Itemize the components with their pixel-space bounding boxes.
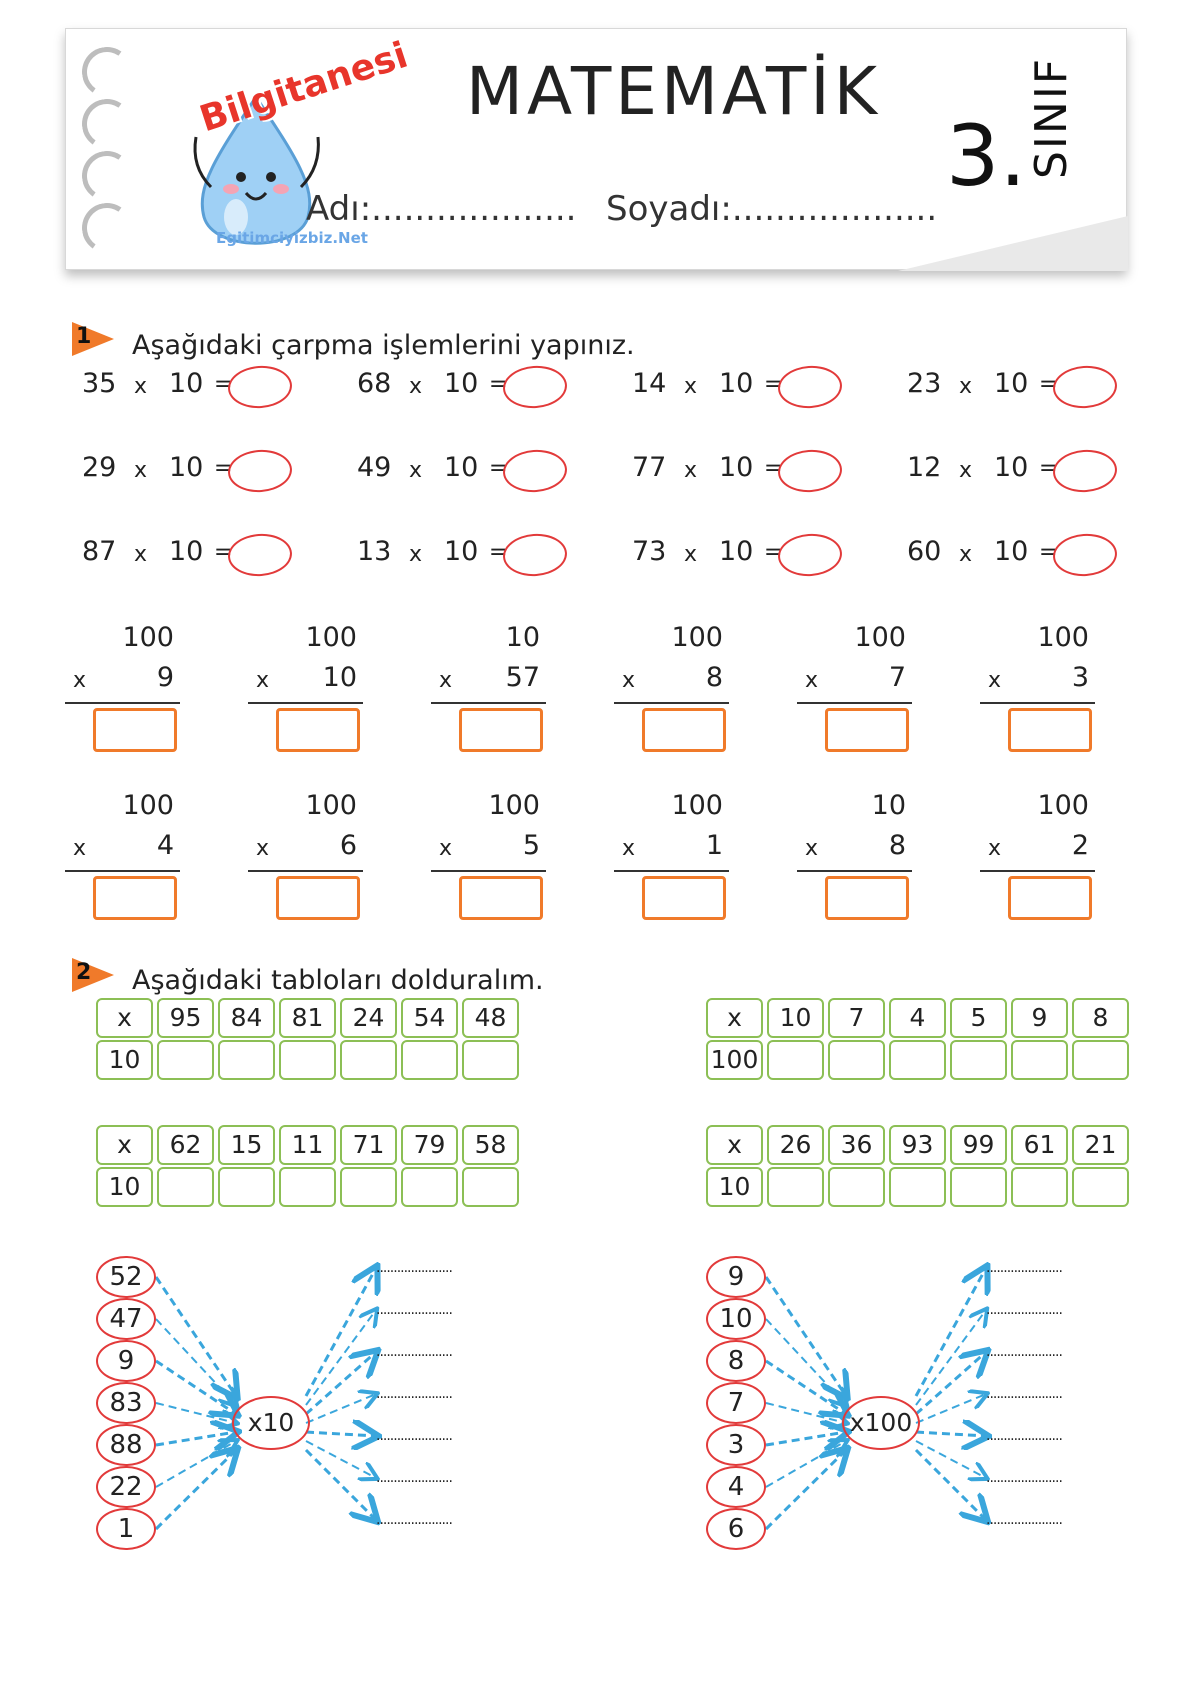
section-number: 2: [76, 960, 92, 985]
table-corner-cell: x: [706, 998, 763, 1038]
bottom-number: 4: [156, 830, 174, 861]
equation: [907, 452, 1137, 492]
table-answer-cell[interactable]: [1011, 1167, 1068, 1207]
answer-blank[interactable]: ......................: [376, 1428, 452, 1444]
answer-box[interactable]: [825, 708, 909, 752]
answer-box[interactable]: [93, 876, 177, 920]
times-sign: x: [256, 836, 270, 861]
table-answer-cell[interactable]: [889, 1167, 946, 1207]
operand-b: 10: [994, 536, 1029, 567]
number-circle: 9: [706, 1256, 766, 1298]
grade-label: SINIF: [1026, 56, 1077, 179]
table-header-cell: 21: [1072, 1125, 1129, 1165]
number-circle: 7: [706, 1382, 766, 1424]
times-sign: x: [988, 668, 1002, 693]
input-arrow: [156, 1361, 236, 1414]
table-header-cell: 99: [950, 1125, 1007, 1165]
binder-ring-icon: [78, 95, 136, 153]
bottom-number: 3: [1071, 662, 1089, 693]
section-1-instruction: Aşağıdaki çarpma işlemlerini yapınız.: [132, 330, 635, 361]
top-number: 100: [671, 622, 723, 653]
top-number: 100: [305, 622, 357, 653]
input-arrow: [766, 1432, 846, 1445]
top-number: 100: [1037, 622, 1089, 653]
table-answer-cell[interactable]: [401, 1167, 458, 1207]
answer-box[interactable]: [459, 708, 543, 752]
table-header-cell: 48: [462, 998, 519, 1038]
output-arrow: [916, 1432, 986, 1436]
result-line: [248, 702, 363, 704]
answer-blank[interactable]: ......................: [986, 1260, 1062, 1276]
table-header-cell: 24: [340, 998, 397, 1038]
output-arrow: [306, 1394, 376, 1423]
answer-box[interactable]: [93, 708, 177, 752]
table-header-cell: 36: [828, 1125, 885, 1165]
answer-blank[interactable]: ......................: [376, 1302, 452, 1318]
result-line: [431, 870, 546, 872]
operand-b: 10: [169, 368, 204, 399]
table-header-cell: 93: [889, 1125, 946, 1165]
input-arrow: [766, 1361, 846, 1414]
operand-b: 10: [444, 536, 479, 567]
equals-sign: =: [214, 372, 233, 397]
table-answer-cell[interactable]: [1011, 1040, 1068, 1080]
equals-sign: =: [489, 540, 508, 565]
answer-oval[interactable]: [502, 532, 569, 578]
table-multiplier-cell: 100: [706, 1040, 763, 1080]
table-header-cell: 71: [340, 1125, 397, 1165]
output-arrow: [306, 1310, 376, 1405]
equals-sign: =: [214, 456, 233, 481]
table-header-cell: 5: [950, 998, 1007, 1038]
equals-sign: =: [764, 540, 783, 565]
equation: [907, 368, 1137, 408]
output-arrow: [306, 1432, 376, 1436]
operand-a: 29: [82, 452, 117, 483]
top-number: 100: [854, 622, 906, 653]
number-circle: 52: [96, 1256, 156, 1298]
input-arrow: [766, 1319, 846, 1405]
result-line: [65, 702, 180, 704]
vertical-multiplication: [797, 790, 912, 920]
answer-oval[interactable]: [777, 448, 844, 494]
answer-blank[interactable]: ......................: [986, 1386, 1062, 1402]
operand-a: 49: [357, 452, 392, 483]
table-header-cell: 7: [828, 998, 885, 1038]
table-answer-cell[interactable]: [950, 1167, 1007, 1207]
table-header-cell: 61: [1011, 1125, 1068, 1165]
vertical-multiplication: [797, 622, 912, 752]
equals-sign: =: [1039, 456, 1058, 481]
operand-a: 35: [82, 368, 117, 399]
binder-ring-icon: [78, 199, 136, 257]
number-circle: 22: [96, 1466, 156, 1508]
answer-blank[interactable]: ......................: [376, 1344, 452, 1360]
operand-b: 10: [444, 452, 479, 483]
equation: [632, 536, 862, 576]
number-circle: 9: [96, 1340, 156, 1382]
output-arrow: [916, 1394, 986, 1423]
number-circle: 4: [706, 1466, 766, 1508]
number-circle: 83: [96, 1382, 156, 1424]
operand-b: 10: [444, 368, 479, 399]
operand-a: 12: [907, 452, 942, 483]
bottom-number: 9: [156, 662, 174, 693]
result-line: [248, 870, 363, 872]
table-corner-cell: x: [96, 998, 153, 1038]
times-sign: x: [256, 668, 270, 693]
times-sign: x: [134, 458, 148, 483]
result-line: [980, 870, 1095, 872]
answer-box[interactable]: [459, 876, 543, 920]
result-line: [614, 870, 729, 872]
table-header-cell: 26: [767, 1125, 824, 1165]
bottom-number: 1: [705, 830, 723, 861]
answer-oval[interactable]: [777, 532, 844, 578]
answer-box[interactable]: [276, 708, 360, 752]
table-header-cell: 62: [157, 1125, 214, 1165]
page-title: MATEMATİK: [466, 53, 882, 130]
vertical-multiplication: [614, 622, 729, 752]
output-arrow: [916, 1310, 986, 1405]
bottom-number: 8: [705, 662, 723, 693]
answer-blank[interactable]: ......................: [376, 1386, 452, 1402]
answer-blank[interactable]: ......................: [986, 1344, 1062, 1360]
table-multiplier-cell: 10: [96, 1040, 153, 1080]
times-sign: x: [73, 836, 87, 861]
times-sign: x: [988, 836, 1002, 861]
answer-blank[interactable]: ......................: [986, 1470, 1062, 1486]
binder-ring-icon: [78, 147, 136, 205]
input-arrow: [156, 1450, 236, 1529]
number-circle: 1: [96, 1508, 156, 1550]
table-corner-cell: x: [96, 1125, 153, 1165]
equals-sign: =: [214, 540, 233, 565]
input-arrow: [766, 1441, 846, 1487]
equals-sign: =: [764, 372, 783, 397]
answer-box[interactable]: [642, 876, 726, 920]
answer-box[interactable]: [276, 876, 360, 920]
operand-a: 13: [357, 536, 392, 567]
equals-sign: =: [764, 456, 783, 481]
table-answer-cell[interactable]: [462, 1167, 519, 1207]
multiplier-circle: x100: [842, 1396, 920, 1450]
binder-ring-icon: [78, 43, 136, 101]
input-arrow: [156, 1441, 236, 1487]
operand-a: 14: [632, 368, 667, 399]
operand-b: 10: [169, 452, 204, 483]
operand-a: 87: [82, 536, 117, 567]
number-circle: 8: [706, 1340, 766, 1382]
table-multiplier-cell: 10: [96, 1167, 153, 1207]
input-arrow: [156, 1432, 236, 1445]
table-answer-cell[interactable]: [218, 1040, 275, 1080]
section-2-instruction: Aşağıdaki tabloları dolduralım.: [132, 965, 544, 996]
answer-blank[interactable]: ......................: [376, 1470, 452, 1486]
answer-oval[interactable]: [227, 532, 294, 578]
answer-oval[interactable]: [777, 364, 844, 410]
equals-sign: =: [1039, 372, 1058, 397]
top-number: 100: [488, 790, 540, 821]
times-sign: x: [959, 458, 973, 483]
top-number: 10: [505, 622, 540, 653]
answer-box[interactable]: [825, 876, 909, 920]
table-answer-cell[interactable]: [828, 1040, 885, 1080]
input-arrow: [156, 1277, 236, 1396]
answer-blank[interactable]: ......................: [986, 1428, 1062, 1444]
equals-sign: =: [489, 456, 508, 481]
operand-a: 77: [632, 452, 667, 483]
times-sign: x: [959, 542, 973, 567]
answer-oval[interactable]: [1052, 532, 1119, 578]
vertical-multiplication: [980, 622, 1095, 752]
table-header-cell: 9: [1011, 998, 1068, 1038]
answer-oval[interactable]: [227, 364, 294, 410]
operand-b: 10: [719, 536, 754, 567]
header-card: [65, 28, 1127, 270]
vertical-multiplication: [431, 790, 546, 920]
answer-oval[interactable]: [1052, 448, 1119, 494]
equals-sign: =: [489, 372, 508, 397]
table-answer-cell[interactable]: [157, 1167, 214, 1207]
table-header-cell: 58: [462, 1125, 519, 1165]
bottom-number: 2: [1071, 830, 1089, 861]
multiplier-circle: x10: [232, 1396, 310, 1450]
times-sign: x: [805, 668, 819, 693]
table-corner-cell: x: [706, 1125, 763, 1165]
times-sign: x: [684, 374, 698, 399]
surname-field[interactable]: Soyadı:...................: [606, 189, 938, 229]
top-number: 100: [1037, 790, 1089, 821]
equation: [632, 452, 862, 492]
input-arrow: [766, 1450, 846, 1529]
bottom-number: 8: [888, 830, 906, 861]
table-answer-cell[interactable]: [889, 1040, 946, 1080]
answer-oval[interactable]: [502, 448, 569, 494]
result-line: [980, 702, 1095, 704]
table-answer-cell[interactable]: [401, 1040, 458, 1080]
equation: [357, 536, 587, 576]
answer-oval[interactable]: [1052, 364, 1119, 410]
answer-oval[interactable]: [502, 364, 569, 410]
output-arrow: [916, 1268, 986, 1396]
equation: [82, 368, 312, 408]
vertical-multiplication: [65, 622, 180, 752]
times-sign: x: [409, 542, 423, 567]
input-arrow: [156, 1319, 236, 1405]
table-header-cell: 95: [157, 998, 214, 1038]
equation: [632, 368, 862, 408]
output-arrow: [306, 1352, 376, 1414]
vertical-multiplication: [431, 622, 546, 752]
answer-box[interactable]: [1008, 708, 1092, 752]
vertical-multiplication: [248, 622, 363, 752]
times-sign: x: [684, 542, 698, 567]
bottom-number: 7: [888, 662, 906, 693]
bottom-number: 5: [522, 830, 540, 861]
top-number: 100: [122, 790, 174, 821]
table-multiplier-cell: 10: [706, 1167, 763, 1207]
equation: [82, 536, 312, 576]
result-line: [797, 702, 912, 704]
table-header-cell: 54: [401, 998, 458, 1038]
vertical-multiplication: [248, 790, 363, 920]
answer-blank[interactable]: ......................: [986, 1302, 1062, 1318]
arrow-web: [706, 1252, 1106, 1552]
arrow-web: [96, 1252, 496, 1552]
logo-wordmark: Bilgitanesi: [194, 34, 413, 141]
answer-oval[interactable]: [227, 448, 294, 494]
operand-b: 10: [994, 452, 1029, 483]
result-line: [65, 870, 180, 872]
times-sign: x: [134, 542, 148, 567]
table-header-cell: 81: [279, 998, 336, 1038]
times-sign: x: [622, 668, 636, 693]
operand-b: 10: [719, 368, 754, 399]
table-answer-cell[interactable]: [340, 1040, 397, 1080]
equation: [82, 452, 312, 492]
operand-a: 23: [907, 368, 942, 399]
answer-blank[interactable]: ......................: [376, 1260, 452, 1276]
name-field[interactable]: Adı:...................: [306, 189, 577, 229]
table-header-cell: 8: [1072, 998, 1129, 1038]
answer-blank[interactable]: ......................: [986, 1512, 1062, 1528]
table-answer-cell[interactable]: [1072, 1040, 1129, 1080]
top-number: 100: [671, 790, 723, 821]
times-sign: x: [409, 458, 423, 483]
table-answer-cell[interactable]: [767, 1167, 824, 1207]
times-sign: x: [134, 374, 148, 399]
result-line: [797, 870, 912, 872]
times-sign: x: [684, 458, 698, 483]
table-header-cell: 84: [218, 998, 275, 1038]
table-answer-cell[interactable]: [340, 1167, 397, 1207]
times-sign: x: [439, 668, 453, 693]
table-header-cell: 10: [767, 998, 824, 1038]
table-header-cell: 79: [401, 1125, 458, 1165]
operand-b: 10: [994, 368, 1029, 399]
times-sign: x: [409, 374, 423, 399]
bottom-number: 6: [339, 830, 357, 861]
times-sign: x: [439, 836, 453, 861]
section-number: 1: [76, 324, 92, 349]
number-circle: 10: [706, 1298, 766, 1340]
table-header-cell: 4: [889, 998, 946, 1038]
number-circle: 47: [96, 1298, 156, 1340]
result-line: [614, 702, 729, 704]
number-circle: 6: [706, 1508, 766, 1550]
operand-b: 10: [169, 536, 204, 567]
vertical-multiplication: [980, 790, 1095, 920]
table-answer-cell[interactable]: [279, 1167, 336, 1207]
output-arrow: [306, 1268, 376, 1396]
operand-a: 68: [357, 368, 392, 399]
equation: [907, 536, 1137, 576]
table-answer-cell[interactable]: [828, 1167, 885, 1207]
table-answer-cell[interactable]: [279, 1040, 336, 1080]
vertical-multiplication: [614, 790, 729, 920]
times-sign: x: [622, 836, 636, 861]
times-sign: x: [959, 374, 973, 399]
operand-a: 73: [632, 536, 667, 567]
number-circle: 3: [706, 1424, 766, 1466]
table-header-cell: 15: [218, 1125, 275, 1165]
number-circle: 88: [96, 1424, 156, 1466]
top-number: 100: [305, 790, 357, 821]
output-arrow: [916, 1352, 986, 1414]
table-answer-cell[interactable]: [218, 1167, 275, 1207]
grade-number: 3.: [946, 107, 1027, 205]
section-2-marker: [72, 958, 116, 992]
top-number: 10: [871, 790, 906, 821]
table-answer-cell[interactable]: [767, 1040, 824, 1080]
table-header-cell: 11: [279, 1125, 336, 1165]
equals-sign: =: [1039, 540, 1058, 565]
answer-blank[interactable]: ......................: [376, 1512, 452, 1528]
equation: [357, 452, 587, 492]
result-line: [431, 702, 546, 704]
input-arrow: [766, 1277, 846, 1396]
table-answer-cell[interactable]: [157, 1040, 214, 1080]
table-answer-cell[interactable]: [950, 1040, 1007, 1080]
operand-a: 60: [907, 536, 942, 567]
equation: [357, 368, 587, 408]
top-number: 100: [122, 622, 174, 653]
times-sign: x: [805, 836, 819, 861]
vertical-multiplication: [65, 790, 180, 920]
times-sign: x: [73, 668, 87, 693]
bottom-number: 10: [322, 662, 357, 693]
operand-b: 10: [719, 452, 754, 483]
section-1-marker: [72, 322, 116, 356]
answer-box[interactable]: [642, 708, 726, 752]
bottom-number: 57: [505, 662, 540, 693]
table-answer-cell[interactable]: [462, 1040, 519, 1080]
logo-site: Egitimciyizbiz.Net: [216, 229, 368, 247]
table-answer-cell[interactable]: [1072, 1167, 1129, 1207]
answer-box[interactable]: [1008, 876, 1092, 920]
